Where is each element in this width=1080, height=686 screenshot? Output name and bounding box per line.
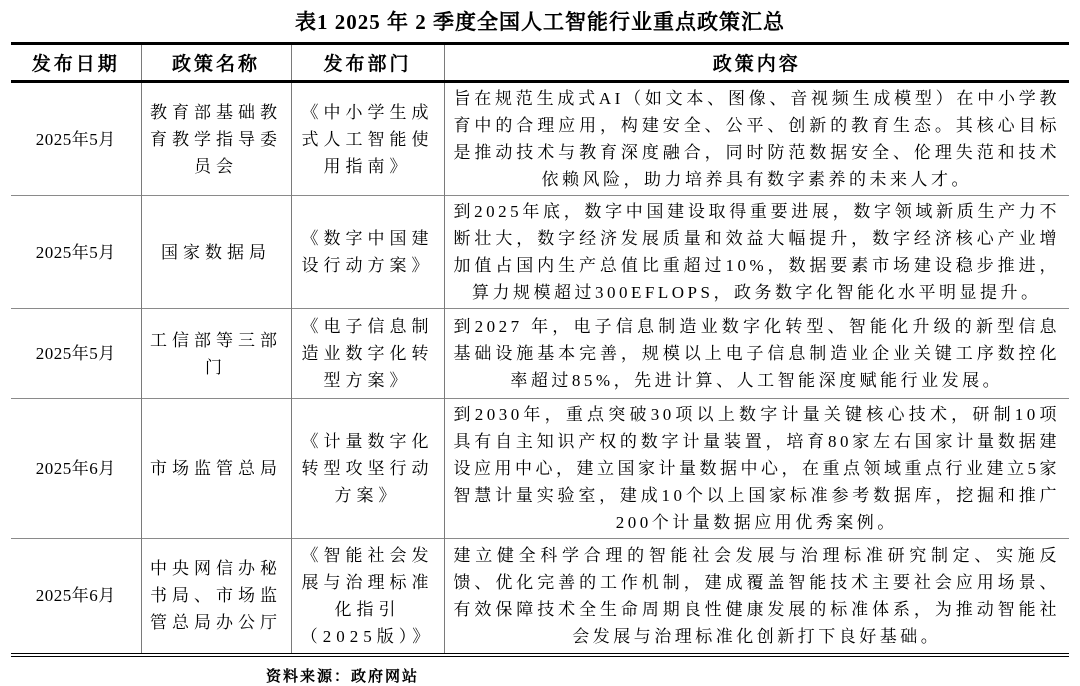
cell-policy-content: 到2025年底，数字中国建设取得重要进展，数字领域新质生产力不断壮大，数字经济发展质量和效益大幅提升，数字经济核心产业增加值占国内生产总值比重超过10%，数据要素市场建设稳步推进，算力规模超过300EFLOPS，政务数字化智能化水平明显提升。	[444, 196, 1069, 309]
table-row	[11, 82, 1069, 196]
cell-policy-content: 建立健全科学合理的智能社会发展与治理标准研究制定、实施反馈、优化完善的工作机制，建成覆盖智能技术主要社会应用场景、有效保障技术全生命周期良性健康发展的标准体系，为推动智能社会发展与治理标准化创新打下良好基础。	[444, 539, 1069, 655]
cell-policy-name: 中央网信办秘书局、市场监管总局办公厅	[141, 539, 291, 655]
col-header-policy-content: 政策内容	[444, 44, 1069, 82]
cell-policy-name: 教育部基础教育教学指导委员会	[141, 82, 291, 196]
cell-policy-content: 到2027 年，电子信息制造业数字化转型、智能化升级的新型信息基础设施基本完善，规模以上电子信息制造业企业关键工序数控化率超过85%，先进计算、人工智能深度赋能行业发展。	[444, 309, 1069, 399]
col-header-department: 发布部门	[291, 44, 444, 82]
table-row	[11, 196, 1069, 309]
cell-policy-content: 旨在规范生成式AI（如文本、图像、音视频生成模型）在中小学教育中的合理应用，构建安全、公平、创新的教育生态。其核心目标是推动技术与教育深度融合，同时防范数据安全、伦理失范和技术依赖风险，助力培养具有数字素养的未来人才。	[444, 82, 1069, 196]
cell-policy-name: 市场监管总局	[141, 399, 291, 539]
table-row	[11, 309, 1069, 399]
cell-date: 2025年5月	[11, 196, 141, 309]
cell-department: 《智能社会发展与治理标准化指引（2025版）》	[291, 539, 444, 655]
header-row	[11, 44, 1069, 82]
cell-date: 2025年5月	[11, 309, 141, 399]
cell-policy-content: 到2030年，重点突破30项以上数字计量关键核心技术，研制10项具有自主知识产权的数字计量装置，培育80家左右国家计量数据建设应用中心，建立国家计量数据中心，在重点领域重点行业建立5家智慧计量实验室，建成10个以上国家标准参考数据库，挖掘和推广200个计量数据应用优秀案例。	[444, 399, 1069, 539]
cell-date: 2025年6月	[11, 539, 141, 655]
col-header-date: 发布日期	[11, 44, 141, 82]
cell-date: 2025年5月	[35, 129, 116, 149]
policy-summary-table	[11, 42, 1069, 657]
col-header-policy-name: 政策名称	[141, 44, 291, 82]
cell-department: 《中小学生成式人工智能使用指南》	[291, 82, 444, 196]
table-row	[11, 539, 1069, 655]
table-title: 表1 2025 年 2 季度全国人工智能行业重点政策汇总	[295, 10, 785, 34]
cell-department: 《计量数字化转型攻坚行动方案》	[291, 399, 444, 539]
table-row	[11, 399, 1069, 539]
cell-policy-name: 国家数据局	[141, 196, 291, 309]
cell-policy-name: 工信部等三部门	[141, 309, 291, 399]
cell-date: 2025年6月	[11, 399, 141, 539]
cell-department: 《数字中国建设行动方案》	[291, 196, 444, 309]
source-note: 资料来源：政府网站	[266, 668, 420, 685]
cell-department: 《电子信息制造业数字化转型方案》	[291, 309, 444, 399]
